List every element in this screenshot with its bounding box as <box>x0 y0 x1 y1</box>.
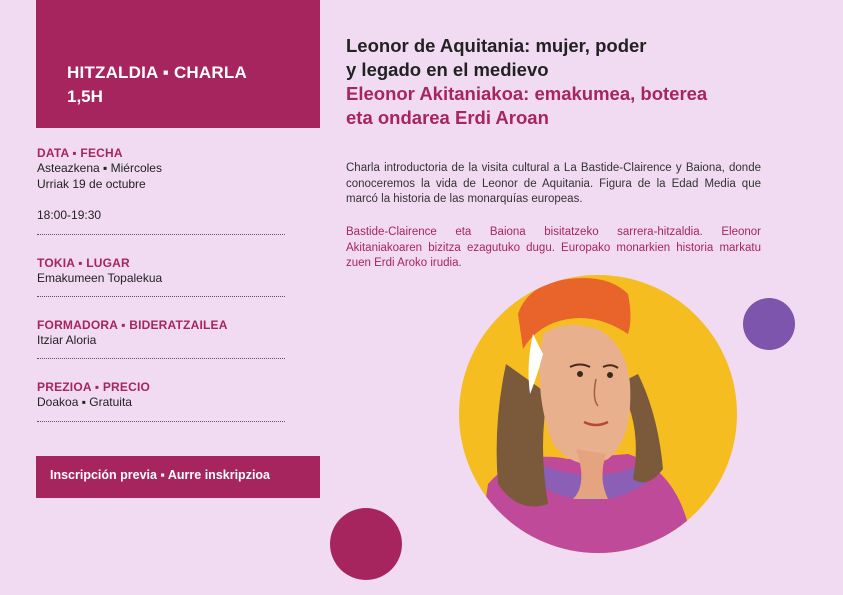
description-spanish: Charla introductoria de la visita cultural a La Bastide-Clairence y Baiona, donde conoceremos la vida de Leonor de Aquitania. Figura de la Edad Media que marcó la historia de las monarquías europeas. <box>346 162 761 205</box>
divider <box>37 296 285 297</box>
price-label: PREZIOA ▪ PRECIO <box>37 380 151 394</box>
header-block <box>36 0 320 128</box>
registration-button[interactable] <box>36 456 320 498</box>
face <box>540 325 631 464</box>
title-basque <box>346 82 786 130</box>
date-section <box>37 146 285 223</box>
purple-dot <box>743 298 795 350</box>
place-value: Emakumeen Topalekua <box>37 271 163 285</box>
header-title: HITZALDIA ▪ CHARLA <box>67 63 247 82</box>
date-day: Asteazkena ▪ Miércoles <box>37 161 162 175</box>
header-duration: 1,5H <box>67 87 103 106</box>
date-date: Urriak 19 de octubre <box>37 177 146 191</box>
description-basque: Bastide-Clairence eta Baiona bisitatzeko sarrera-hitzaldia. Eleonor Akitaniakoaren bizitza ezagutuko dugu. Europako monarkien historia markatu zuen Erdi Aroko irudia. <box>346 226 761 269</box>
place-label: TOKIA ▪ LUGAR <box>37 256 130 270</box>
trainer-label: FORMADORA ▪ BIDERATZAILEA <box>37 318 228 332</box>
place-section <box>37 256 285 286</box>
magenta-dot <box>330 508 402 580</box>
price-section <box>37 380 285 410</box>
title-eu-line2: eta ondarea Erdi Aroan <box>346 107 549 128</box>
trainer-section <box>37 318 285 348</box>
divider <box>37 358 285 359</box>
portrait-illustration <box>458 274 738 554</box>
registration-label: Inscripción previa ▪ Aurre inskripzioa <box>50 468 271 482</box>
title-eu-line1: Eleonor Akitaniakoa: emakumea, boterea <box>346 83 708 104</box>
divider <box>37 234 285 235</box>
title-es-line1: Leonor de Aquitania: mujer, poder <box>346 35 647 56</box>
divider <box>37 421 285 422</box>
title-spanish <box>346 34 766 82</box>
date-label: DATA ▪ FECHA <box>37 146 123 160</box>
price-value: Doakoa ▪ Gratuita <box>37 395 132 409</box>
trainer-value: Itziar Aloria <box>37 333 97 347</box>
title-es-line2: y legado en el medievo <box>346 59 549 80</box>
date-time: 18:00-19:30 <box>37 208 102 222</box>
